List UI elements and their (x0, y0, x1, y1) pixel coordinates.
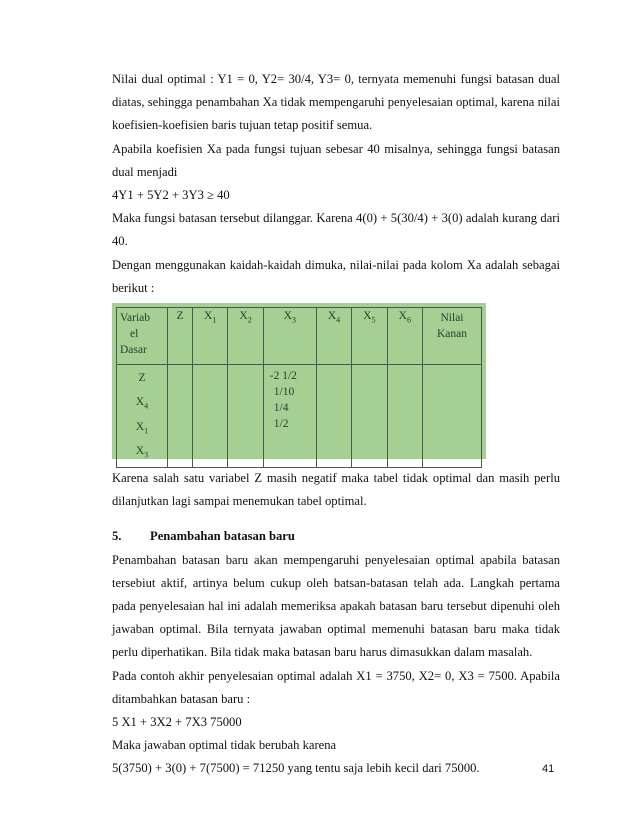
cell-z (168, 365, 193, 468)
cell-nilai-kanan (423, 365, 482, 468)
new-constraint-equation: 5 X1 + 3X2 + 7X3 75000 (112, 715, 242, 730)
paragraph-example-optimal: Pada contoh akhir penyelesaian optimal adalah X1 = 3750, X2= 0, X3 = 7500. Apabila ditambahkan batasan baru : (112, 668, 560, 706)
cell-x5 (352, 365, 387, 468)
paragraph-constraint-violated: Maka fungsi batasan tersebut dilanggar. Karena 4(0) + 5(30/4) + 3(0) adalah kurang dari 40. (112, 211, 560, 249)
page-number: 41 (542, 763, 555, 775)
basis-x3: $X_3$ (135, 444, 149, 460)
header-x6: $X_6$ (387, 308, 422, 365)
header-x3: $X_3$ (263, 308, 316, 365)
header-variabel-dasar: Variab el Dasar (117, 308, 168, 365)
cell-x2 (228, 365, 263, 468)
cell-x3-values: -2 1/2 1/10 1/4 1/2 (263, 365, 316, 468)
basis-x1: $X_1$ (135, 420, 149, 435)
basis-x4: $X_4$ (135, 396, 149, 411)
basis-variables (117, 365, 168, 468)
header-z: Z (168, 308, 193, 365)
verification-equation: 5(3750) + 3(0) + 7(7500) = 71250 yang tentu saja lebih kecil dari 75000. (112, 761, 480, 776)
section-heading (112, 525, 560, 548)
header-nilai-kanan: Nilai Kanan (423, 308, 482, 365)
header-x1: $X_1$ (193, 308, 228, 365)
simplex-table (116, 307, 482, 468)
dual-constraint-equation: 4Y1 + 5Y2 + 3Y3 ≥ 40 (112, 188, 230, 203)
paragraph-new-constraint: Penambahan batasan baru akan mempengaruhi penyelesaian optimal apabila batasan tersebiut aktif, artinya belum cukup oleh batsan-batasan telah ada. Langkah pertama pada penyelesaian hal ini adalah memeriksa apakah batasan baru tersebut dipenuhi oleh jawaban optimal. Bila ternyata jawaban optimal memenuhi batasan baru maka tidak perlu diperhatikan. Bila tidak maka batasan baru harus dimasukkan dalam masalah. (112, 552, 560, 660)
paragraph-answer-unchanged: Maka jawaban optimal tidak berubah karena (112, 738, 337, 753)
cell-x4 (316, 365, 351, 468)
paragraph-coefficient-xa: Apabila koefisien Xa pada fungsi tujuan sebesar 40 misalnya, sehingga fungsi batasan dual menjadi (112, 141, 560, 179)
section-number: 5. (112, 529, 122, 544)
document-page (112, 68, 560, 781)
header-x2: $X_2$ (228, 308, 263, 365)
paragraph-table-not-optimal: Karena salah satu variabel Z masih negatif maka tabel tidak optimal dan masih perlu dilanjutkan lagi sampai menemukan tabel optimal. (112, 471, 560, 509)
paragraph-column-xa-intro: Dengan menggunakan kaidah-kaidah dimuka, nilai-nilai pada kolom Xa adalah sebagai berikut : (112, 257, 560, 295)
table-header-row (117, 308, 482, 365)
basis-z: Z (138, 372, 146, 385)
table-row (117, 365, 482, 468)
cell-x1 (193, 365, 228, 468)
header-x5: $X_5$ (352, 308, 387, 365)
header-x4: $X_4$ (316, 308, 351, 365)
paragraph-dual-optimal: Nilai dual optimal : Y1 = 0, Y2= 30/4, Y3= 0, ternyata memenuhi fungsi batasan dual diatas, sehingga penambahan Xa tidak mempengaruhi penyelesaian optimal, karena nilai koefisien-koefisien baris tujuan tetap positif semua. (112, 72, 560, 133)
section-title: Penambahan batasan baru (150, 529, 295, 544)
simplex-table-image (112, 303, 486, 459)
cell-x6 (387, 365, 422, 468)
